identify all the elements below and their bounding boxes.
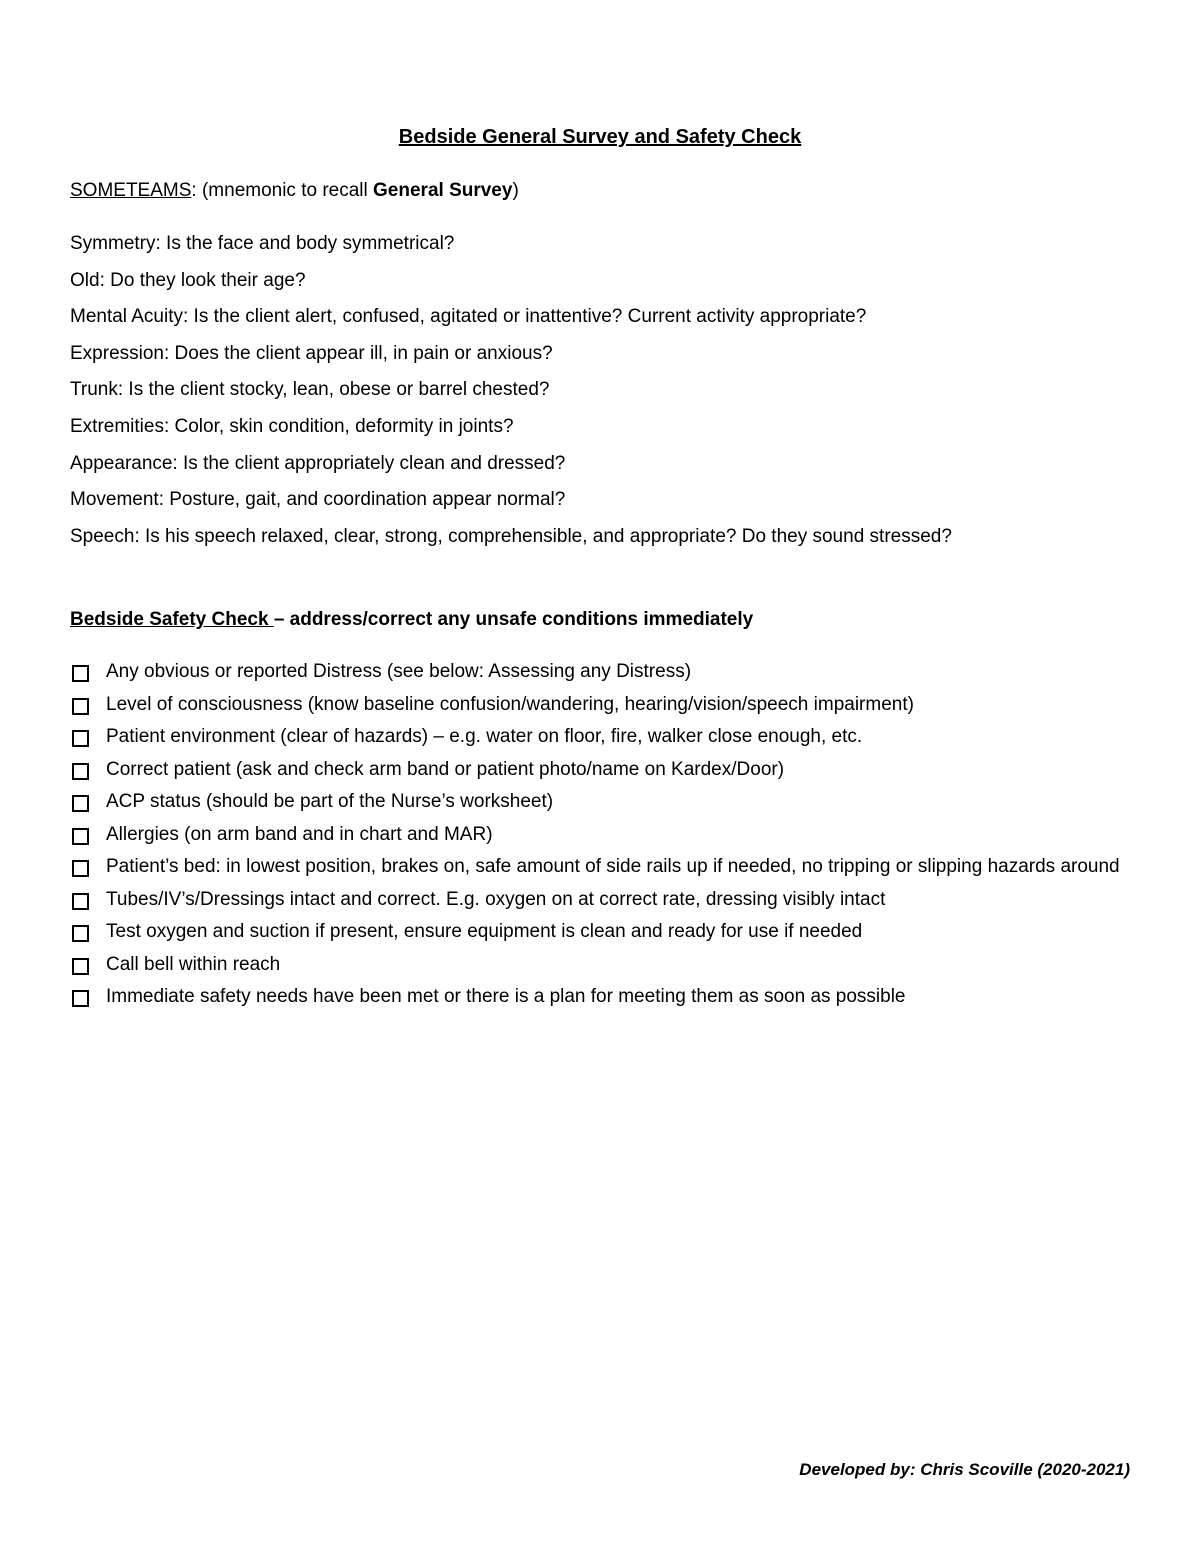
checklist-item-label: ACP status (should be part of the Nurse’s worksheet) xyxy=(106,791,554,812)
checkbox-icon xyxy=(72,665,89,682)
survey-item-speech: Speech: Is his speech relaxed, clear, strong, comprehensible, and appropriate? Do they sound stressed? xyxy=(70,525,952,547)
checklist-item xyxy=(70,949,1130,982)
checklist-item-label: Call bell within reach xyxy=(106,953,281,975)
checklist-item-label: Any obvious or reported Distress (see below: Assessing any Distress) xyxy=(106,661,692,682)
mnemonic-heading xyxy=(70,180,519,202)
mnemonic-target: General Survey xyxy=(373,180,513,201)
checklist-item-label: Allergies (on arm band and in chart and MAR) xyxy=(106,823,493,845)
checkbox-icon xyxy=(72,730,89,747)
checklist-item xyxy=(70,819,1130,852)
author-credit: Developed by: Chris Scoville (2020-2021) xyxy=(799,1460,1130,1479)
document-title: Bedside General Survey and Safety Check xyxy=(398,126,802,148)
survey-item-old: Old: Do they look their age? xyxy=(70,269,306,291)
checkbox-icon xyxy=(72,893,89,910)
checkbox-icon xyxy=(72,828,89,845)
safety-checklist xyxy=(70,656,1130,1014)
safety-check-heading xyxy=(70,609,753,631)
checklist-item xyxy=(70,656,1130,689)
safety-heading-subtitle: – address/correct any unsafe conditions immediately xyxy=(273,609,754,630)
survey-item-expression: Expression: Does the client appear ill, in pain or anxious? xyxy=(70,342,553,364)
checklist-item xyxy=(70,851,1130,884)
checklist-item-label: Patient environment (clear of hazards) – e.g. water on floor, fire, walker close enough, etc. xyxy=(106,726,863,747)
survey-item-trunk: Trunk: Is the client stocky, lean, obese or barrel chested? xyxy=(70,379,550,401)
checklist-item xyxy=(70,786,1130,819)
mnemonic-intro: (mnemonic to recall xyxy=(196,180,374,201)
checkbox-icon xyxy=(72,925,89,942)
mnemonic-colon: : xyxy=(191,180,197,201)
survey-item-symmetry: Symmetry: Is the face and body symmetrical? xyxy=(70,233,455,254)
general-survey-list xyxy=(70,232,1150,561)
mnemonic-keyword: SOMETEAMS xyxy=(70,180,192,201)
survey-item-appearance: Appearance: Is the client appropriately clean and dressed? xyxy=(70,452,566,474)
checklist-item xyxy=(70,754,1130,787)
checklist-item xyxy=(70,721,1130,754)
checklist-item xyxy=(70,916,1130,949)
mnemonic-close: ) xyxy=(512,180,519,201)
checklist-item-label: Patient’s bed: in lowest position, brakes on, safe amount of side rails up if needed, no tripping or slipping hazards around xyxy=(106,856,1120,877)
safety-heading-title: Bedside Safety Check xyxy=(70,609,274,630)
checklist-item-label: Tubes/IV’s/Dressings intact and correct. E.g. oxygen on at correct rate, dressing visibly intact xyxy=(106,888,886,910)
checkbox-icon xyxy=(72,698,89,715)
checklist-item-label: Level of consciousness (know baseline confusion/wandering, hearing/vision/speech impairment) xyxy=(106,693,914,715)
survey-item-mental-acuity: Mental Acuity: Is the client alert, confused, agitated or inattentive? Current activity appropriate? xyxy=(70,306,867,328)
checklist-item-label: Test oxygen and suction if present, ensure equipment is clean and ready for use if needed xyxy=(106,921,863,942)
checkbox-icon xyxy=(72,763,89,780)
checklist-item-label: Correct patient (ask and check arm band or patient photo/name on Kardex/Door) xyxy=(106,758,785,780)
checkbox-icon xyxy=(72,795,89,812)
checklist-item xyxy=(70,689,1130,722)
checkbox-icon xyxy=(72,860,89,877)
checklist-item xyxy=(70,884,1130,917)
checklist-item xyxy=(70,981,1130,1014)
checkbox-icon xyxy=(72,990,89,1007)
checkbox-icon xyxy=(72,958,89,975)
survey-item-extremities: Extremities: Color, skin condition, deformity in joints? xyxy=(70,415,514,437)
survey-item-movement: Movement: Posture, gait, and coordination appear normal? xyxy=(70,489,566,511)
checklist-item-label: Immediate safety needs have been met or there is a plan for meeting them as soon as possible xyxy=(106,986,906,1007)
